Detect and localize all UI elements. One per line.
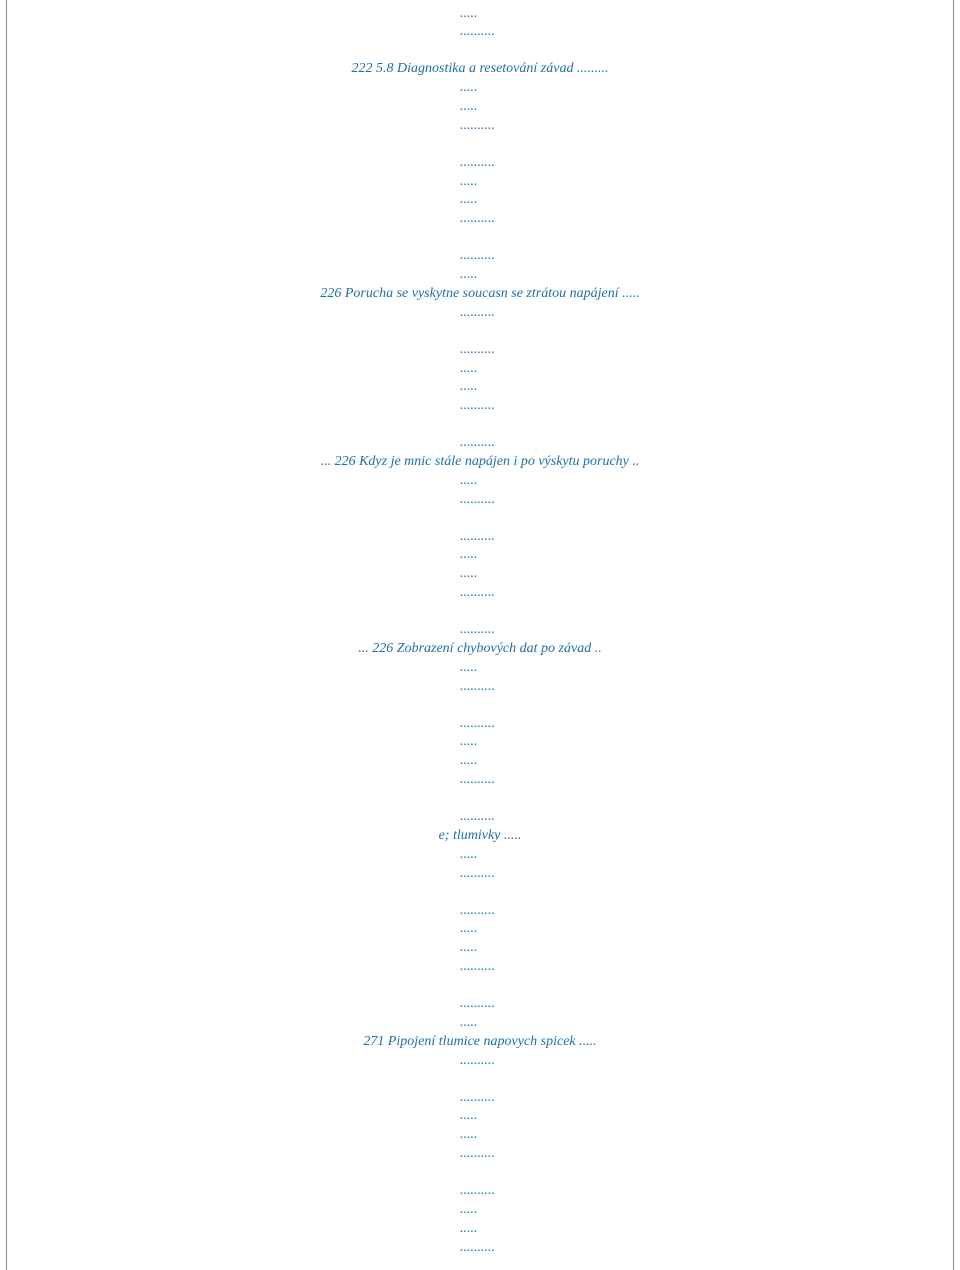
left-page-border [6, 0, 7, 1270]
dot-leader: .......... [460, 1053, 495, 1068]
dot-leader: ..... [460, 1202, 478, 1217]
dot-leader: .......... [460, 809, 495, 824]
dot-leader: ..... [460, 1015, 478, 1030]
dot-leader: ..... [460, 80, 478, 95]
dot-leader: ..... [460, 940, 478, 955]
dot-leader: ..... [460, 473, 478, 488]
dot-leader: ..... [460, 379, 478, 394]
dot-leader: .......... [460, 305, 495, 320]
dot-leader: ..... [460, 99, 478, 114]
dot-leader: .......... [460, 1146, 495, 1161]
dot-leader: .......... [460, 155, 495, 170]
dot-leader: .......... [460, 1183, 495, 1198]
dot-leader: .......... [460, 1240, 495, 1255]
dot-leader: .......... [460, 211, 495, 226]
dot-leader: .......... [460, 716, 495, 731]
dot-leader: .......... [460, 585, 495, 600]
toc-entry-zobrazeni[interactable]: ... 226 Zobrazení chybových dat po závad .. [358, 641, 602, 656]
dot-leader: ..... [460, 361, 478, 376]
dot-leader: .......... [460, 398, 495, 413]
dot-leader: .......... [460, 903, 495, 918]
dot-leader: ..... [460, 1108, 478, 1123]
dot-leader: ..... [460, 566, 478, 581]
dot-leader: ..... [460, 921, 478, 936]
dot-leader: .......... [460, 679, 495, 694]
dot-leader: ..... [460, 1127, 478, 1142]
dot-leader: .......... [460, 622, 495, 637]
right-page-border [953, 0, 954, 1270]
dot-leader: .......... [460, 1090, 495, 1105]
dot-leader: ..... [460, 660, 478, 675]
dot-leader: .......... [460, 24, 495, 39]
toc-entry-kdyz-je-mnic[interactable]: ... 226 Kdyz je mnic stále napájen i po výskytu poruchy .. [320, 454, 640, 469]
dot-leader: ..... [460, 267, 478, 282]
dot-leader: ..... [460, 547, 478, 562]
dot-leader: .......... [460, 492, 495, 507]
dot-leader: ..... [460, 6, 478, 21]
dot-leader: .......... [460, 529, 495, 544]
dot-leader: .......... [460, 435, 495, 450]
toc-entry-tlumivky[interactable]: e; tlumivky ..... [438, 828, 522, 843]
dot-leader: .......... [460, 342, 495, 357]
dot-leader: .......... [460, 959, 495, 974]
dot-leader: ..... [460, 192, 478, 207]
dot-leader: ..... [460, 847, 478, 862]
toc-entry-porucha[interactable]: 226 Porucha se vyskytne soucasn se ztrátou napájení ..... [320, 286, 640, 301]
dot-leader: .......... [460, 248, 495, 263]
dot-leader: .......... [460, 118, 495, 133]
dot-leader: .......... [460, 996, 495, 1011]
dot-leader: .......... [460, 866, 495, 881]
dot-leader: ..... [460, 734, 478, 749]
dot-leader: .......... [460, 772, 495, 787]
toc-entry-diagnostika[interactable]: 222 5.8 Diagnostika a resetování závad ......... [351, 61, 609, 76]
toc-entry-pipojeni-tlumice[interactable]: 271 Pipojení tlumice napovych spicek ..... [363, 1034, 597, 1049]
dot-leader: ..... [460, 1221, 478, 1236]
dot-leader: ..... [460, 174, 478, 189]
dot-leader: ..... [460, 753, 478, 768]
